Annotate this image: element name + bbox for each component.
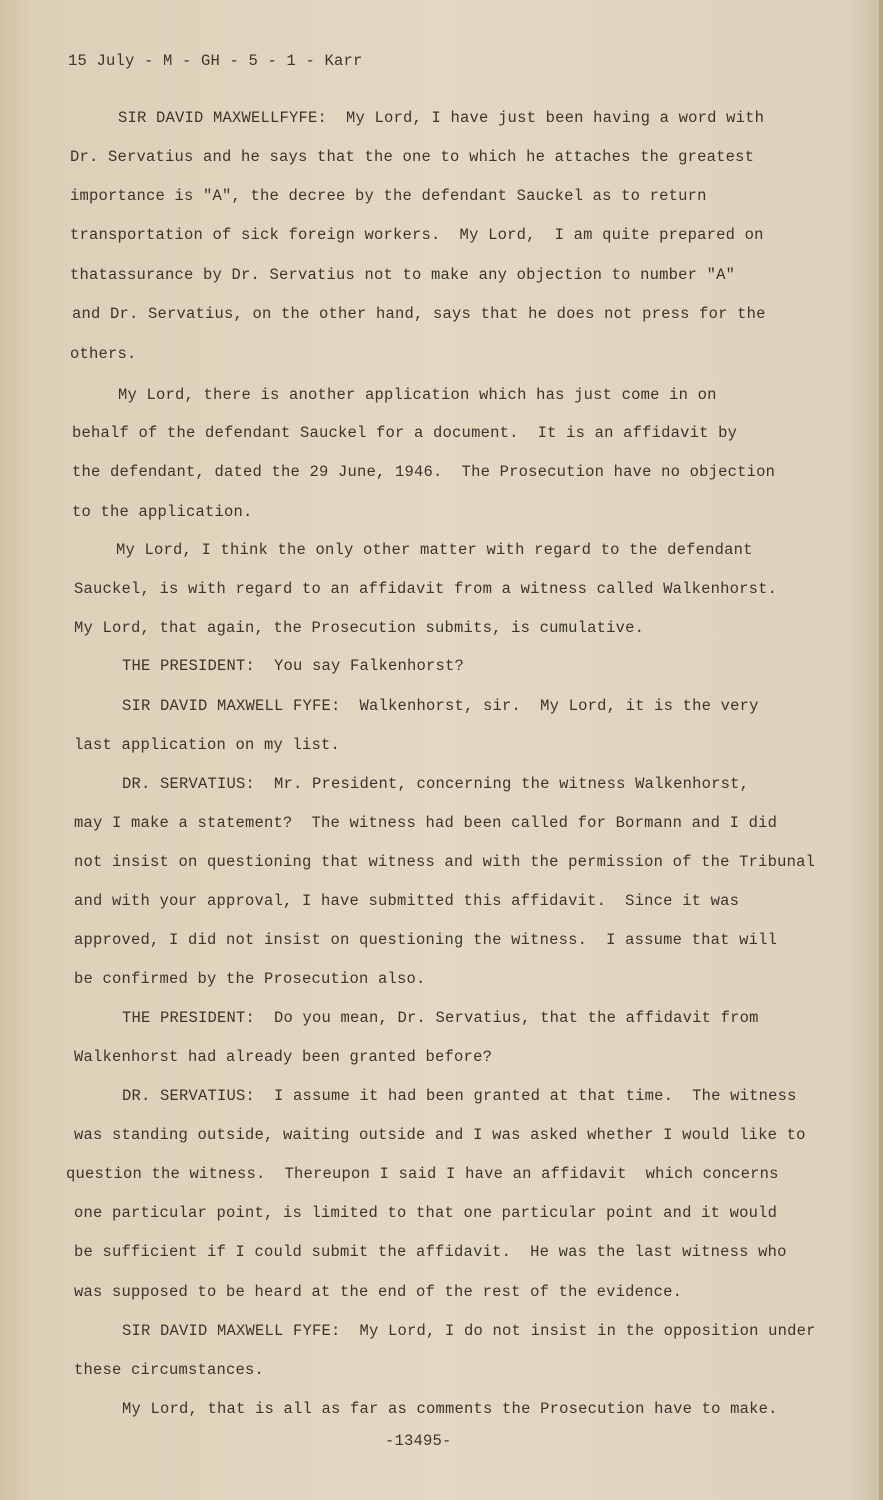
transcript-line: THE PRESIDENT: Do you mean, Dr. Servatius, that the affidavit from bbox=[122, 1009, 759, 1027]
transcript-line: may I make a statement? The witness had been called for Bormann and I did bbox=[74, 814, 778, 832]
transcript-line: My Lord, that is all as far as comments the Prosecution have to make. bbox=[122, 1400, 778, 1418]
transcript-line: be confirmed by the Prosecution also. bbox=[74, 970, 426, 988]
transcript-line: approved, I did not insist on questioning the witness. I assume that will bbox=[74, 931, 778, 949]
transcript-line: importance is "A", the decree by the defendant Sauckel as to return bbox=[70, 187, 707, 205]
transcript-line: Dr. Servatius and he says that the one to which he attaches the greatest bbox=[70, 148, 755, 166]
transcript-line: one particular point, is limited to that one particular point and it would bbox=[74, 1204, 778, 1222]
transcript-line: others. bbox=[70, 345, 137, 363]
transcript-line: these circumstances. bbox=[74, 1361, 265, 1379]
transcript-line: Sauckel, is with regard to an affidavit from a witness called Walkenhorst. bbox=[74, 580, 778, 598]
transcript-line: and Dr. Servatius, on the other hand, says that he does not press for the bbox=[72, 305, 766, 323]
transcript-line: last application on my list. bbox=[74, 736, 341, 754]
transcript-line: THE PRESIDENT: You say Falkenhorst? bbox=[122, 657, 465, 675]
transcript-line: SIR DAVID MAXWELLFYFE: My Lord, I have just been having a word with bbox=[118, 109, 765, 127]
transcript-line: transportation of sick foreign workers. My Lord, I am quite prepared on bbox=[70, 226, 764, 244]
transcript-line: be sufficient if I could submit the affidavit. He was the last witness who bbox=[74, 1243, 787, 1261]
transcript-line: My Lord, that again, the Prosecution submits, is cumulative. bbox=[74, 619, 645, 637]
transcript-line: behalf of the defendant Sauckel for a document. It is an affidavit by bbox=[72, 424, 738, 442]
transcript-line: SIR DAVID MAXWELL FYFE: My Lord, I do not insist in the opposition under bbox=[122, 1322, 816, 1340]
transcript-line: thatassurance by Dr. Servatius not to make any objection to number "A" bbox=[70, 266, 736, 284]
transcript-line: to the application. bbox=[72, 503, 253, 521]
transcript-line: My Lord, I think the only other matter with regard to the defendant bbox=[116, 541, 753, 559]
transcript-line: DR. SERVATIUS: Mr. President, concerning the witness Walkenhorst, bbox=[122, 775, 750, 793]
transcript-line: DR. SERVATIUS: I assume it had been granted at that time. The witness bbox=[122, 1087, 797, 1105]
transcript-line: and with your approval, I have submitted this affidavit. Since it was bbox=[74, 892, 740, 910]
transcript-line: was supposed to be heard at the end of the rest of the evidence. bbox=[74, 1283, 683, 1301]
transcript-line: the defendant, dated the 29 June, 1946. The Prosecution have no objection bbox=[72, 463, 776, 481]
transcript-line: question the witness. Thereupon I said I have an affidavit which concerns bbox=[66, 1165, 779, 1183]
transcript-line: was standing outside, waiting outside and I was asked whether I would like to bbox=[74, 1126, 806, 1144]
transcript-line: SIR DAVID MAXWELL FYFE: Walkenhorst, sir. My Lord, it is the very bbox=[122, 697, 759, 715]
transcript-line: not insist on questioning that witness and with the permission of the Tribunal bbox=[74, 853, 816, 871]
page-header: 15 July - M - GH - 5 - 1 - Karr bbox=[68, 52, 363, 70]
transcript-line: My Lord, there is another application which has just come in on bbox=[118, 386, 717, 404]
transcript-line: Walkenhorst had already been granted before? bbox=[74, 1048, 493, 1066]
page-number: -13495- bbox=[385, 1432, 452, 1450]
